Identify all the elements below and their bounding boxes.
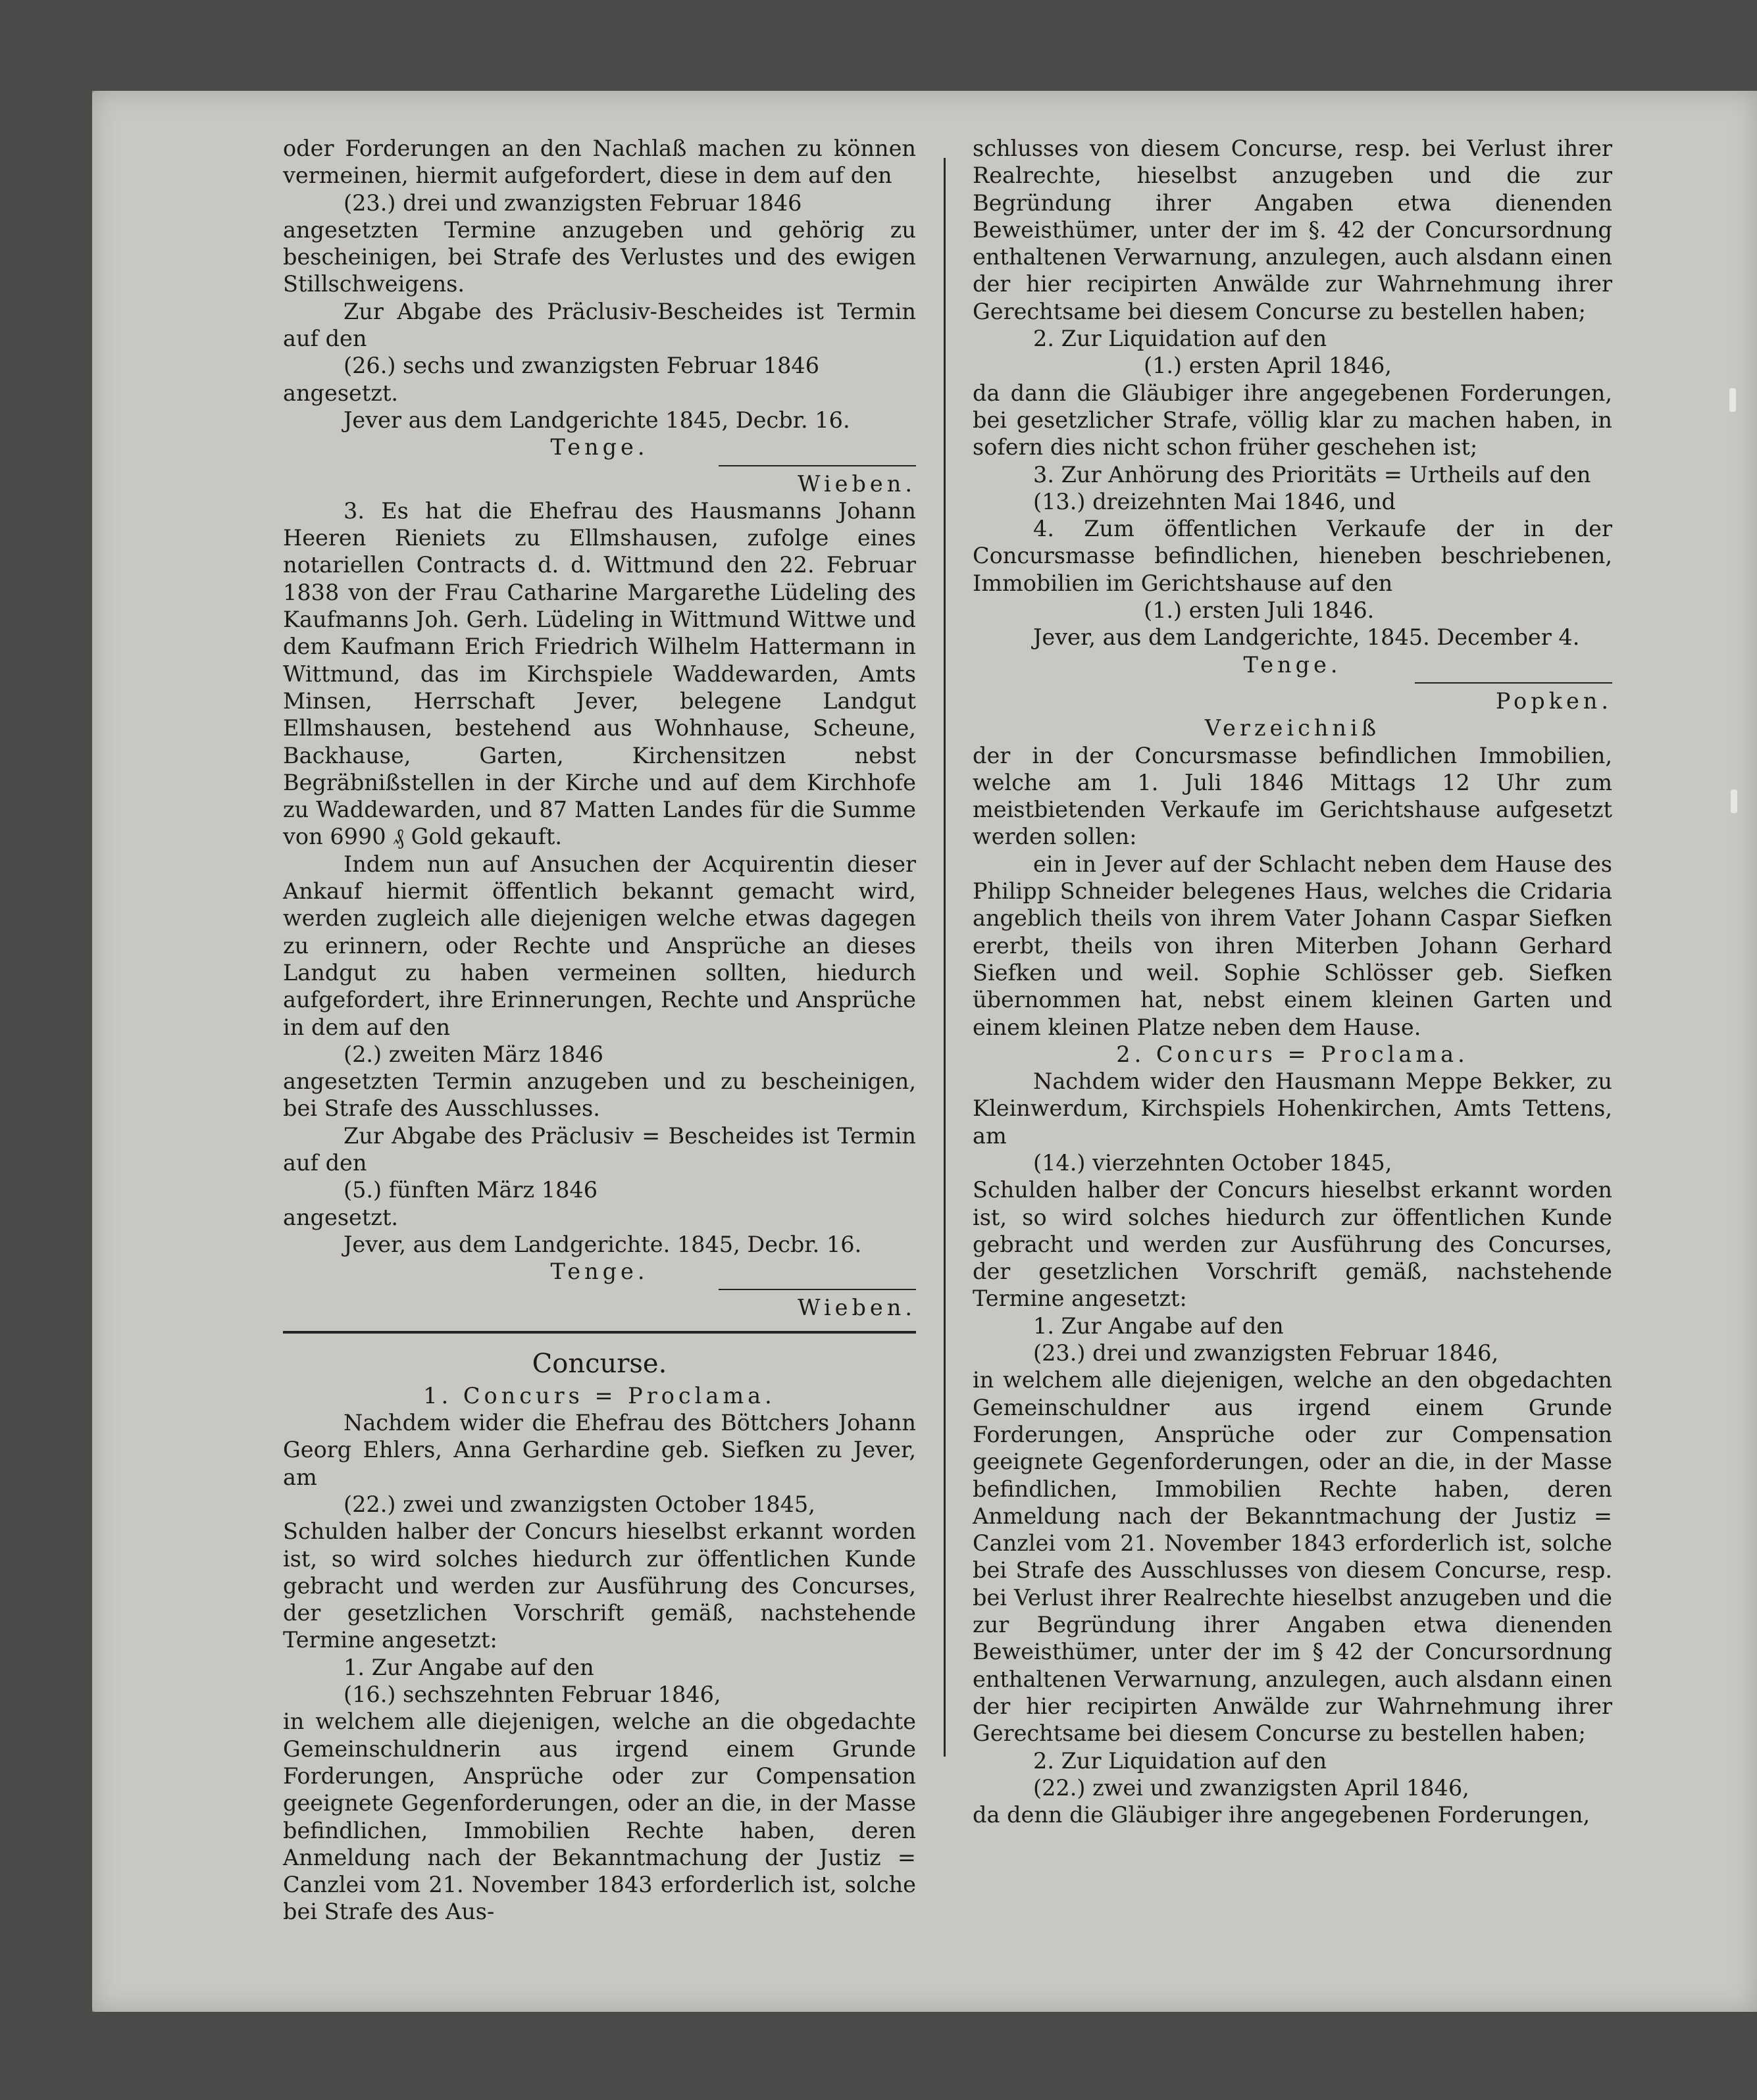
proclama-heading: 2. Concurs = Proclama. (1116, 1041, 1469, 1067)
paragraph: oder Forderungen an den Nachlaß machen zu können vermeinen, hiermit aufgefordert, diese in dem auf den (283, 136, 916, 189)
signature: Popken. (1495, 688, 1612, 714)
section-heading: Concurse. (532, 1348, 667, 1379)
paragraph: angesetzten Termin anzugeben und zu bescheinigen, bei Strafe des Ausschlusses. (283, 1068, 916, 1122)
date-line: (23.) drei und zwanzigsten Februar 1846 (344, 189, 802, 216)
place-date-line: Jever aus dem Landgerichte 1845, Decbr. 16. (344, 407, 850, 433)
date-line: (13.) dreizehnten Mai 1846, und (1033, 488, 1396, 514)
date-line: (22.) zwei und zwanzigsten April 1846, (1033, 1774, 1469, 1801)
signature: Tenge. (1243, 651, 1342, 678)
paragraph: angesetzten Termine anzugeben und gehörig zu bescheinigen, bei Strafe des Verlustes und des ewigen Stillschweigens. (283, 216, 916, 297)
notice-3: 3. Es hat die Ehefrau des Hausmanns Johann Heeren Rieniets zu Ellmshausen, zufolge eines notariellen Contracts d. d. Wittmund den 22. Februar 1838 von der Frau Catharine Margarethe Lüdeling des Kaufmanns Joh. Gerh. Lüdeling in Wittmund Wittwe und dem Kaufmann Erich Friedrich Wilhelm Hattermann in Wittmund, das im Kirchspiele Waddewarden, Amts Minsen, Herrschaft Jever, belegene Landgut Ellmshausen, bestehend aus Wohnhause, Scheune, Backhause, Garten, Kirchensitzen nebst Begräbnißstellen in der Kirche und auf dem Kirchhofe zu Waddewarden, und 87 Matten Landes für die Summe von 6990 ₰ Gold gekauft. (283, 497, 916, 850)
term-item: 2. Zur Liquidation auf den (1033, 1747, 1327, 1774)
paragraph: Nachdem wider den Hausmann Meppe Bekker, zu Kleinwerdum, Kirchspiels Hohenkirchen, Amts Tettens, am (973, 1068, 1612, 1149)
date-line: (26.) sechs und zwanzigsten Februar 1846 (344, 353, 820, 379)
paragraph: in welchem alle diejenigen, welche an die obgedachte Gemeinschuldnerin aus irgend einem Grunde Forderungen, Ansprüche oder zur Compensation geeignete Gegenforderungen, oder an die, in der Masse befindlichen, Immobilien Rechte haben, deren Anmeldung nach der Bekanntmachung der Justiz = Canzlei vom 21. November 1843 erforderlich ist, solche bei Strafe des Aus- (283, 1709, 916, 1925)
date-line: (22.) zwei und zwanzigsten October 1845, (344, 1491, 815, 1517)
paragraph: da denn die Gläubiger ihre angegebenen Forderungen, (973, 1802, 1591, 1828)
paragraph: da dann die Gläubiger ihre angegebenen Forderungen, bei gesetzlicher Strafe, völlig klar zu machen haben, in sofern dies nicht schon früher geschehen ist; (973, 380, 1612, 461)
paragraph: Nachdem wider die Ehefrau des Böttchers Johann Georg Ehlers, Anna Gerhardine geb. Siefken zu Jever, am (283, 1410, 916, 1490)
date-line: (16.) sechszehnten Februar 1846, (344, 1682, 721, 1708)
list-heading: Verzeichniß (1204, 715, 1381, 741)
signature: Tenge. (550, 1259, 649, 1285)
binding-thread (1731, 789, 1737, 813)
date-line: (2.) zweiten März 1846 (344, 1041, 603, 1067)
signature-rule (719, 1289, 916, 1290)
binding-thread (1729, 388, 1736, 412)
signature-rule (1415, 682, 1612, 684)
date-line: (1.) ersten April 1846, (1144, 353, 1392, 379)
paragraph: Zur Abgabe des Präclusiv-Bescheides ist Termin auf den (283, 298, 916, 352)
paragraph: angesetzt. (283, 380, 399, 406)
place-date-line: Jever, aus dem Landgerichte. 1845, Decbr. 16. (344, 1231, 862, 1257)
paragraph: Indem nun auf Ansuchen der Acquirentin dieser Ankauf hiermit öffentlich bekannt gemacht wird, werden zugleich alle diejenigen welche etwas dagegen zu erinnern, oder Rechte und Ansprüche an dieses Landgut zu haben vermeinen sollten, hiedurch aufgefordert, ihre Erinnerungen, Rechte und Ansprüche in dem auf den (283, 851, 916, 1040)
left-column (283, 135, 916, 1926)
section-rule (283, 1331, 916, 1334)
paragraph: Schulden halber der Concurs hieselbst erkannt worden ist, so wird solches hiedurch zur öffentlichen Kunde gebracht und werden zur Ausführung des Concurses, der gesetzlichen Vorschrift gemäß, nachstehende Termine angesetzt: (973, 1177, 1612, 1312)
signature-rule (719, 465, 916, 466)
signature: Wieben. (798, 470, 916, 497)
paragraph: der in der Concursmasse befindlichen Immobilien, welche am 1. Juli 1846 Mittags 12 Uhr zum meistbietenden Verkaufe im Gerichtshause aufgesetzt werden sollen: (973, 742, 1612, 850)
paragraph: angesetzt. (283, 1204, 399, 1230)
right-column (973, 135, 1612, 1828)
paragraph: ein in Jever auf der Schlacht neben dem Hause des Philipp Schneider belegenes Haus, welches die Cridaria angeblich theils von ihrem Vater Johann Caspar Siefken ererbt, theils von ihren Miterben Johann Gerhard Siefken und weil. Sophie Schlösser geb. Siefken übernommen hat, nebst einem kleinen Garten und einem kleinen Platze neben dem Hause. (973, 851, 1612, 1040)
signature: Tenge. (550, 434, 649, 461)
place-date-line: Jever, aus dem Landgerichte, 1845. December 4. (1033, 624, 1580, 651)
column-divider (944, 158, 946, 1757)
paragraph: in welchem alle diejenigen, welche an den obgedachten Gemeinschuldner aus irgend einem Grunde Forderungen, Ansprüche oder zur Compensation geeignete Gegenforderungen, oder an die, in der Masse befindlichen, Immobilien Rechte haben, deren Anmeldung nach der Bekanntmachung der Justiz = Canzlei vom 21. November 1843 erforderlich ist, solche bei Strafe des Ausschlusses von diesem Concurse, resp. bei Verlust ihrer Realrechte hieselbst anzugeben und die zur Begründung ihrer Angaben etwa dienenden Beweisthümer, unter der im § 42 der Concursordnung enthaltenen Verwarnung, anzulegen, auch alsdann einen der hier recipirten Anwälde zur Wahrnehmung ihrer Gerechtsame bei diesem Concurse zu bestellen haben; (973, 1367, 1612, 1747)
proclama-heading: 1. Concurs = Proclama. (423, 1382, 776, 1409)
term-item: 1. Zur Angabe auf den (1033, 1312, 1284, 1339)
date-line: (23.) drei und zwanzigsten Februar 1846, (1033, 1340, 1499, 1366)
date-line: (1.) ersten Juli 1846. (1144, 597, 1375, 624)
date-line: (14.) vierzehnten October 1845, (1033, 1149, 1392, 1176)
term-item: 4. Zum öffentlichen Verkaufe der in der Concursmasse befindlichen, hieneben beschriebenen, Immobilien im Gerichtshause auf den (973, 516, 1612, 596)
date-line: (5.) fünften März 1846 (344, 1177, 598, 1203)
paragraph: schlusses von diesem Concurse, resp. bei Verlust ihrer Realrechte, hieselbst anzugeben und die zur Begründung ihrer Angaben etwa dienenden Beweisthümer, unter der im §. 42 der Concursordnung enthaltenen Verwarnung, anzulegen, auch alsdann einen der hier recipirten Anwälde zur Wahrnehmung ihrer Gerechtsame bei diesem Concurse zu bestellen haben; (973, 136, 1612, 324)
term-item: 2. Zur Liquidation auf den (1033, 326, 1327, 352)
paragraph: Zur Abgabe des Präclusiv = Bescheides ist Termin auf den (283, 1122, 916, 1176)
term-item: 3. Zur Anhörung des Prioritäts = Urtheils auf den (1033, 461, 1591, 488)
signature: Wieben. (798, 1295, 916, 1321)
term-item: 1. Zur Angabe auf den (344, 1654, 594, 1680)
paragraph: Schulden halber der Concurs hieselbst erkannt worden ist, so wird solches hiedurch zur öffentlichen Kunde gebracht und werden zur Ausführung des Concurses, der gesetzlichen Vorschrift gemäß, nachstehende Termine angesetzt: (283, 1518, 916, 1653)
